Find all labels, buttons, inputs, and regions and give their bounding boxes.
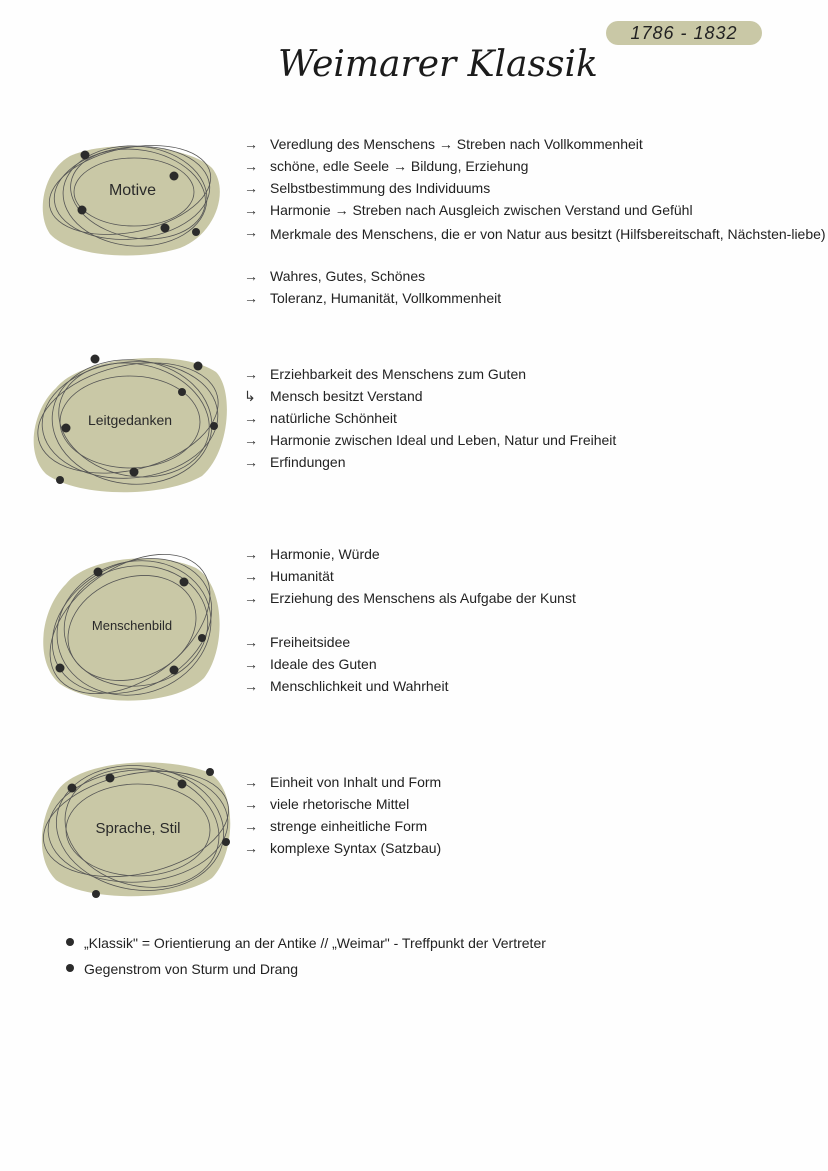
list-item: → Erfindungen: [244, 454, 346, 470]
list-item: → Einheit von Inhalt und Form: [244, 774, 442, 790]
section-label: Sprache, Stil: [95, 820, 181, 837]
date-range-badge: 1786 - 1832: [606, 21, 762, 45]
arrow-right-icon: →: [244, 268, 258, 284]
arrow-turn-icon: ↳: [244, 388, 256, 404]
arrow-right-icon: →: [244, 678, 258, 694]
section-blob-menschenbild: [36, 540, 228, 710]
arrow-right-icon: →: [244, 840, 258, 856]
arrow-right-icon: →: [244, 290, 258, 306]
section-blob-leitgedanken: [30, 348, 230, 498]
section-label: Motive: [108, 182, 157, 199]
arrow-right-icon: →: [244, 774, 258, 790]
bottom-notes: [66, 932, 546, 984]
section-blob-sprache-stil: [38, 754, 238, 904]
arrow-right-icon: →: [244, 158, 258, 174]
list-item: → Selbstbestimmung des Individuums: [244, 180, 491, 196]
arrow-right-icon: →: [244, 180, 258, 196]
list-item: → natürliche Schönheit: [244, 410, 397, 426]
arrow-right-icon: →: [244, 454, 258, 470]
arrow-right-icon: →: [244, 656, 258, 672]
list-item: → Harmonie, Würde: [244, 546, 380, 562]
list-item: → Freiheitsidee: [244, 634, 351, 650]
arrow-right-icon: →: [244, 634, 258, 650]
arrow-right-icon: →: [244, 568, 258, 584]
section-blob-motive: [40, 138, 225, 258]
section-list-motive: [244, 136, 828, 312]
list-item: → komplexe Syntax (Satzbau): [244, 840, 442, 856]
arrow-right-icon: →: [244, 796, 258, 812]
list-item: → Menschlichkeit und Wahrheit: [244, 678, 449, 694]
section-label: Leitgedanken: [87, 412, 173, 428]
section-list-sprache-stil: [244, 774, 441, 862]
arrow-right-icon: →: [244, 590, 258, 606]
list-item: → Erziehung des Menschens als Aufgabe der Kunst: [244, 590, 576, 606]
arrow-right-icon: →: [244, 136, 258, 152]
bullet-dot-icon: [66, 964, 74, 972]
list-item: → viele rhetorische Mittel: [244, 796, 410, 812]
section-list-leitgedanken: [244, 366, 616, 476]
list-item: → Humanität: [244, 568, 334, 584]
list-item: → Veredlung des Menschens → Streben nach Vollkommenheit: [244, 136, 643, 152]
list-item: → Ideale des Guten: [244, 656, 377, 672]
arrow-right-icon: →: [244, 224, 258, 240]
list-item: → strenge einheitliche Form: [244, 818, 428, 834]
bullet-dot-icon: [66, 938, 74, 946]
list-item: → schöne, edle Seele → Bildung, Erziehung: [244, 158, 529, 174]
section-label: Menschenbild: [91, 618, 173, 633]
page-title: Weimarer Klassik: [278, 44, 598, 85]
list-item: → Toleranz, Humanität, Vollkommenheit: [244, 290, 502, 306]
list-item: → Wahres, Gutes, Schönes: [244, 268, 426, 284]
section-list-menschenbild: [244, 546, 576, 700]
list-item: ↳ Mensch besitzt Verstand: [244, 388, 423, 404]
arrow-right-icon: →: [244, 366, 258, 382]
arrow-right-icon: →: [244, 202, 258, 218]
arrow-right-icon: →: [244, 818, 258, 834]
list-item: → Erziehbarkeit des Menschens zum Guten: [244, 366, 527, 382]
list-item: → Harmonie zwischen Ideal und Leben, Natur und Freiheit: [244, 432, 617, 448]
note-item: „Klassik" = Orientierung an der Antike // „Weimar" - Treffpunkt der Vertreter: [66, 932, 546, 958]
note-item: Gegenstrom von Sturm und Drang: [66, 958, 546, 984]
list-item: → Merkmale des Menschens, die er von Natur aus besitzt (Hilfsbereitschaft, Nächsten-liebe): [244, 224, 826, 242]
arrow-right-icon: →: [244, 410, 258, 426]
arrow-right-icon: →: [244, 546, 258, 562]
list-item: → Harmonie → Streben nach Ausgleich zwischen Verstand und Gefühl: [244, 202, 693, 218]
arrow-right-icon: →: [244, 432, 258, 448]
